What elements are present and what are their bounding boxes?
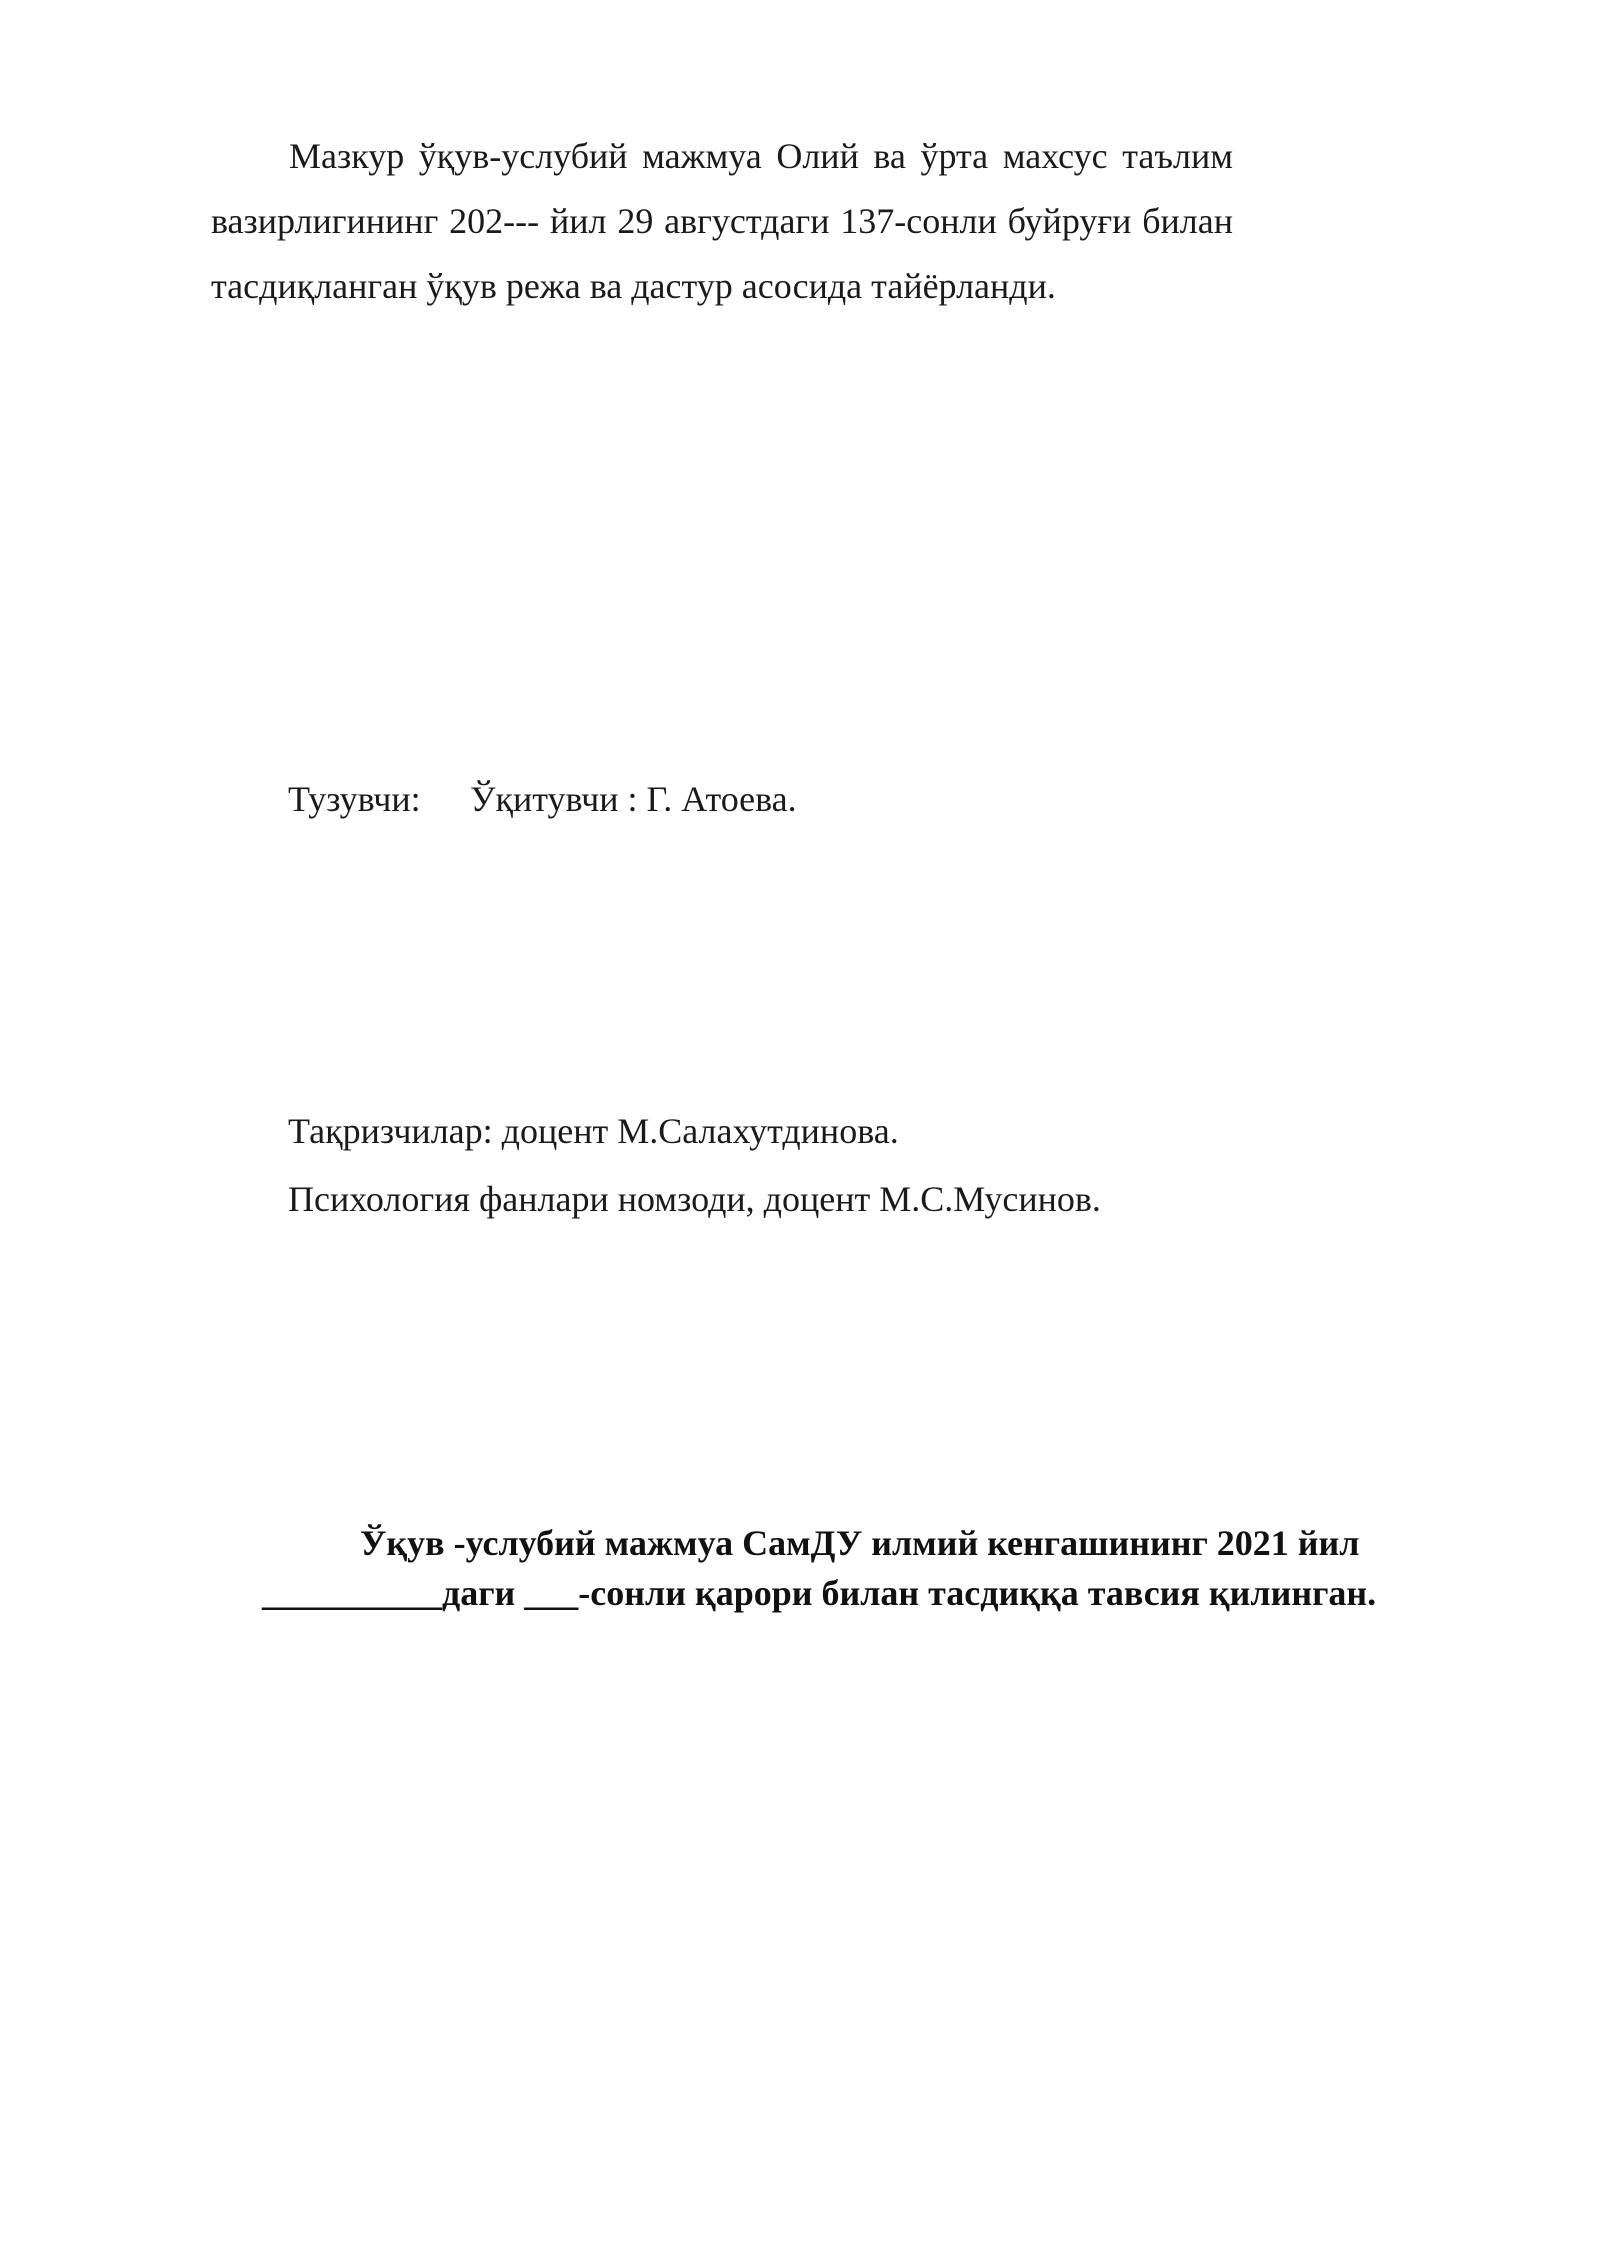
reviewers-block <box>288 1097 1101 1233</box>
compiler-value: Ўқитувчи : Г. Атоева. <box>470 779 797 819</box>
council-approval-note <box>262 1518 1442 1618</box>
council-note-line-2: __________даги ___-сонли қарори билан тасдиққа тавсия қилинган. <box>262 1573 1377 1613</box>
council-note-line-1: Ўқув -услубий мажмуа СамДУ илмий кенгашининг 2021 йил <box>360 1523 1360 1563</box>
reviewers-line-2: Психология фанлари номзоди, доцент М.С.Мусинов. <box>288 1179 1101 1219</box>
compiler-label: Тузувчи: <box>288 779 421 819</box>
reviewers-line-1: Тақризчилар: доцент М.Салахутдинова. <box>288 1111 899 1151</box>
intro-paragraph: Мазкур ўқув-услубий мажмуа Олий ва ўрта махсус таълим вазирлигининг 202--- йил 29 августдаги 137-сонли буйруғи билан тасдиқланган ўқув режа ва дастур асосида тайёрланди. <box>211 136 1233 306</box>
compiler-line <box>288 772 797 826</box>
